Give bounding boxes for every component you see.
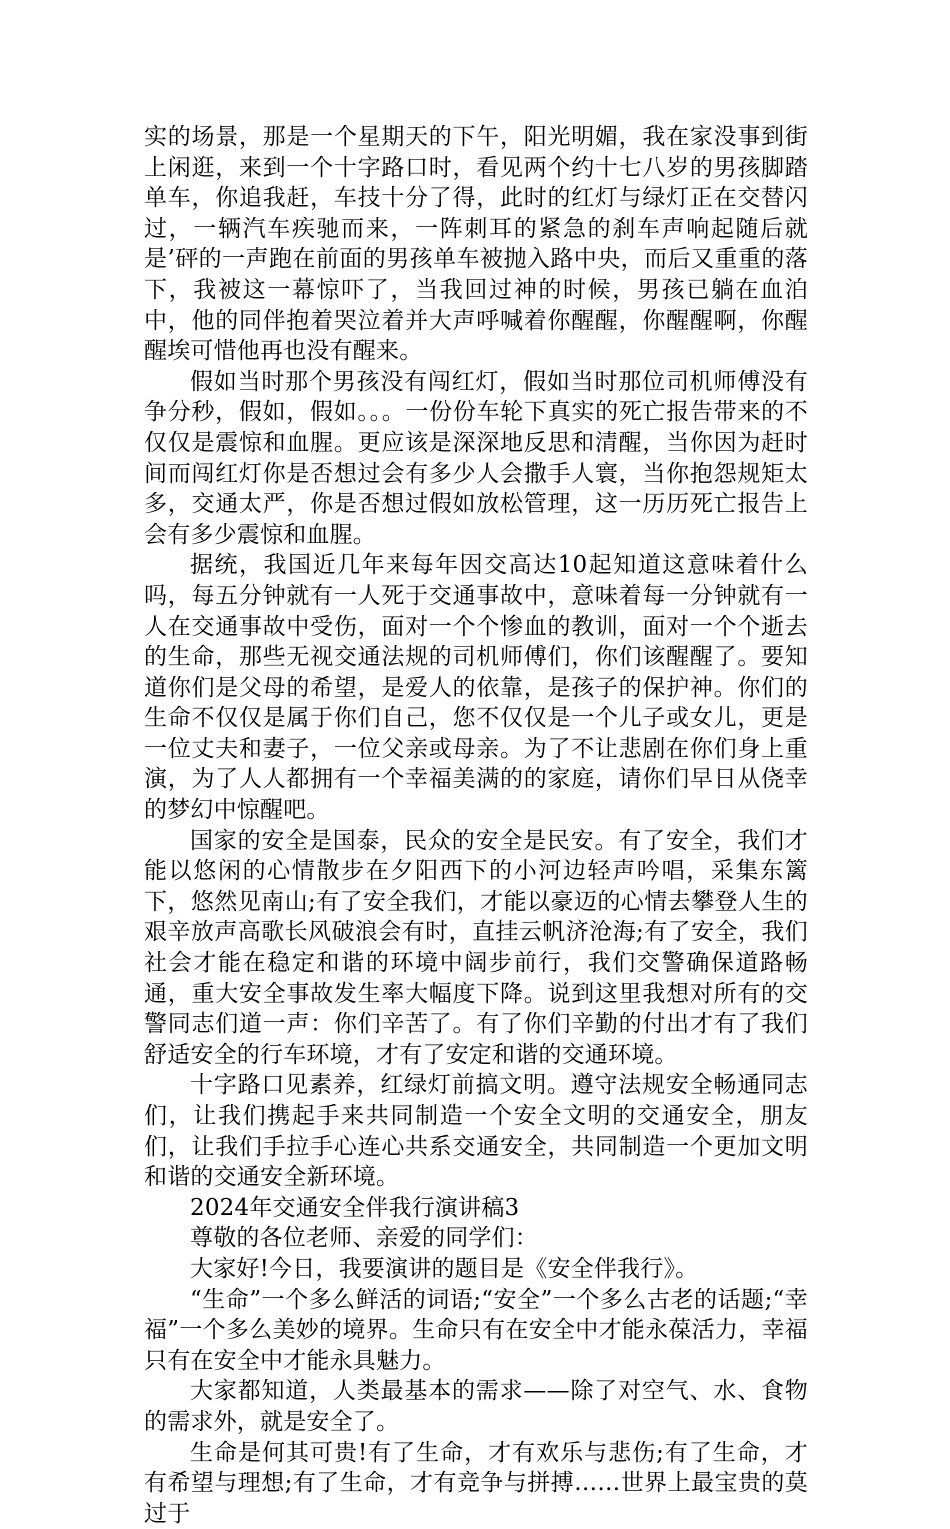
speech-title: 2024年交通安全伴我行演讲稿3 <box>190 1194 520 1221</box>
document-page <box>144 122 808 1529</box>
paragraph-value-of-life: 生命是何其可贵!有了生命，才有欢乐与悲伤;有了生命，才有希望与理想;有了生命，才有竞争与拼搏……世界上最宝贵的莫过于 <box>144 1439 808 1527</box>
greeting: 大家好!今日，我要演讲的题目是《安全伴我行》。 <box>190 1255 699 1282</box>
paragraph-basic-needs: 大家都知道，人类最基本的需求——除了对空气、水、食物的需求外，就是安全了。 <box>144 1378 808 1435</box>
paragraph-reflection: 假如当时那个男孩没有闯红灯，假如当时那位司机师傅没有争分秒，假如，假如。。。一份份车轮下真实的死亡报告带来的不仅仅是震惊和血腥。更应该是深深地反思和清醒，当你因为赶时间而闯红灯你是否想过会有多少人会撒手人寰，当你抱怨规矩太多，交通太严，你是否想过假如放松管理，这一历历死亡报告上会有多少震惊和血腥。 <box>144 368 808 548</box>
paragraph-crossroads: 十字路口见素养，红绿灯前搞文明。遵守法规安全畅通同志们，让我们携起手来共同制造一个安全文明的交通安全，朋友们，让我们手拉手心连心共系交通安全，共同制造一个更加文明和谐的交通安全新环境。 <box>144 1072 808 1191</box>
paragraph-national-safety: 国家的安全是国泰，民众的安全是民安。有了安全，我们才能以悠闲的心情散步在夕阳西下的小河边轻声吟唱，采集东篱下，悠然见南山;有了安全我们，才能以豪迈的心情去攀登人生的艰辛放声高歌长风破浪会有时，直挂云帆济沧海;有了安全，我们社会才能在稳定和谐的环境中阔步前行，我们交警确保道路畅通，重大安全事故发生率大幅度下降。说到这里我想对所有的交警同志们道一声：你们辛苦了。有了你们辛勤的付出才有了我们舒适安全的行车环境，才有了安定和谐的交通环境。 <box>144 827 808 1068</box>
salutation: 尊敬的各位老师、亲爱的同学们： <box>190 1225 538 1252</box>
paragraph-life-safety-happiness: “生命”一个多么鲜活的词语;“安全”一个多么古老的话题;“幸福”一个多么美妙的境界。生命只有在安全中才能永葆活力，幸福只有在安全中才能永具魅力。 <box>144 1286 808 1374</box>
paragraph-accident-scene: 实的场景，那是一个星期天的下午，阳光明媚，我在家没事到街上闲逛，来到一个十字路口时，看见两个约十七八岁的男孩脚踏单车，你追我赶，车技十分了得，此时的红灯与绿灯正在交替闪过，一辆汽车疾驰而来，一阵刺耳的紧急的刹车声响起随后就是’砰的一声跑在前面的男孩单车被抛入路中央，而后又重重的落下，我被这一幕惊吓了，当我回过神的时候，男孩已躺在血泊中，他的同伴抱着哭泣着并大声呼喊着你醒醒，你醒醒啊，你醒醒埃可惜他再也没有醒来。 <box>144 124 808 365</box>
paragraph-statistics: 据统，我国近几年来每年因交高达10起知道这意味着什么吗，每五分钟就有一人死于交通事故中，意味着每一分钟就有一人在交通事故中受伤，面对一个个惨血的教训，面对一个个逝去的生命，那些无视交通法规的司机师傅们，你们该醒醒了。要知道你们是父母的希望，是爱人的依靠，是孩子的保护神。你们的生命不仅仅是属于你们自己，您不仅仅是一个儿子或女儿，更是一位丈夫和妻子，一位父亲或母亲。为了不让悲剧在你们身上重演，为了人人都拥有一个幸福美满的的家庭，请你们早日从侥幸的梦幻中惊醒吧。 <box>144 552 808 824</box>
